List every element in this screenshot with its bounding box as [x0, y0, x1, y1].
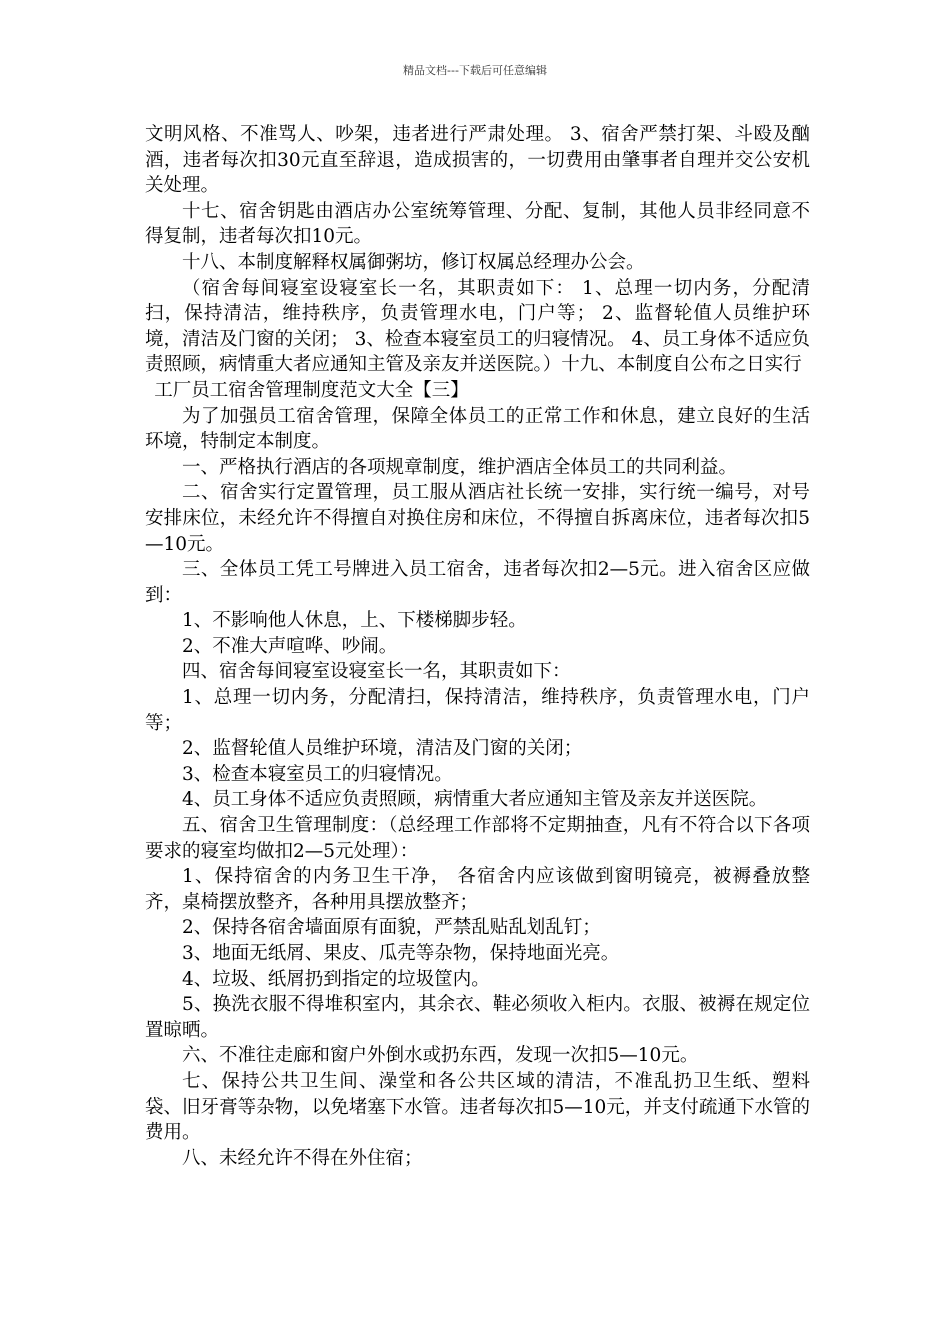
list-item: 3、检查本寝室员工的归寝情况。	[182, 763, 453, 785]
paragraph: （宿舍每间寝室设寝室长一名，其职责如下： 1、总理一切内务，分配清扫，保持清洁，维持秩序，负责管理水电，门户等； 2、监督轮值人员维护环境，清洁及门窗的关闭； 3、检查本寝室员工的归寝情况。 4、员工身体不适应负责照顾，病情重大者应通知主管及亲友并送医院。）十九、本制度自公布之日实行	[145, 277, 810, 376]
paragraph: 四、宿舍每间寝室设寝室长一名，其职责如下：	[182, 661, 571, 683]
paragraph: 八、未经允许不得在外住宿；	[182, 1147, 423, 1169]
list-item: 4、员工身体不适应负责照顾，病情重大者应通知主管及亲友并送医院。	[182, 789, 768, 811]
list-item: 1、总理一切内务，分配清扫，保持清洁，维持秩序，负责管理水电，门户等；	[145, 687, 810, 734]
paragraph: 十八、本制度解释权属御粥坊，修订权属总经理办公会。	[182, 251, 645, 273]
page-header: 精品文档---下载后可任意编辑	[403, 64, 547, 77]
list-item: 2、监督轮值人员维护环境，清洁及门窗的关闭；	[182, 738, 583, 760]
document-body	[145, 122, 810, 1171]
paragraph: 一、严格执行酒店的各项规章制度，维护酒店全体员工的共同利益。	[182, 456, 738, 478]
paragraph: 为了加强员工宿舍管理，保障全体员工的正常工作和休息，建立良好的生活环境，特制定本制度。	[145, 405, 810, 453]
paragraph: 三、全体员工凭工号牌进入员工宿舍，违者每次扣2—5元。进入宿舍区应做到：	[145, 559, 810, 606]
list-item: 4、垃圾、纸屑扔到指定的垃圾筐内。	[182, 968, 490, 990]
paragraph: 二、宿舍实行定置管理，员工服从酒店社长统一安排，实行统一编号，对号安排床位，未经允许不得擅自对换住房和床位，不得擅自拆离床位，违者每次扣5—10元。	[145, 482, 810, 555]
paragraph: 十七、宿舍钥匙由酒店办公室统筹管理、分配、复制，其他人员非经同意不得复制，违者每次扣10元。	[145, 200, 810, 248]
list-item: 1、保持宿舍的内务卫生干净， 各宿舍内应该做到窗明镜亮，被褥叠放整齐，桌椅摆放整齐，各种用具摆放整齐；	[145, 866, 810, 913]
paragraph: 七、保持公共卫生间、澡堂和各公共区域的清洁，不准乱扔卫生纸、塑料袋、旧牙膏等杂物，以免堵塞下水管。违者每次扣5—10元，并支付疏通下水管的费用。	[145, 1070, 810, 1144]
list-item: 3、地面无纸屑、果皮、瓜壳等杂物，保持地面光亮。	[182, 943, 620, 964]
paragraph: 五、宿舍卫生管理制度：（总经理工作部将不定期抽查，凡有不符合以下各项要求的寝室均做扣2—5元处理）：	[145, 815, 810, 862]
section-heading: 工厂员工宿舍管理制度范文大全【三】	[154, 379, 469, 401]
list-item: 5、换洗衣服不得堆积室内，其余衣、鞋必须收入柜内。衣服、被褥在规定位置晾晒。	[145, 994, 810, 1041]
list-item: 2、不准大声喧哗、吵闹。	[182, 635, 398, 657]
paragraph: 六、不准往走廊和窗户外倒水或扔东西，发现一次扣5—10元。	[182, 1045, 699, 1067]
paragraph: 文明风格、不准骂人、吵架，违者进行严肃处理。 3、宿舍严禁打架、斗殴及酗酒，违者每次扣30元直至辞退，造成损害的，一切费用由肇事者自理并交公安机关处理。	[145, 124, 810, 197]
list-item: 2、保持各宿舍墙面原有面貌，严禁乱贴乱划乱钉；	[182, 917, 601, 939]
list-item: 1、不影响他人休息，上、下楼梯脚步轻。	[182, 610, 527, 632]
